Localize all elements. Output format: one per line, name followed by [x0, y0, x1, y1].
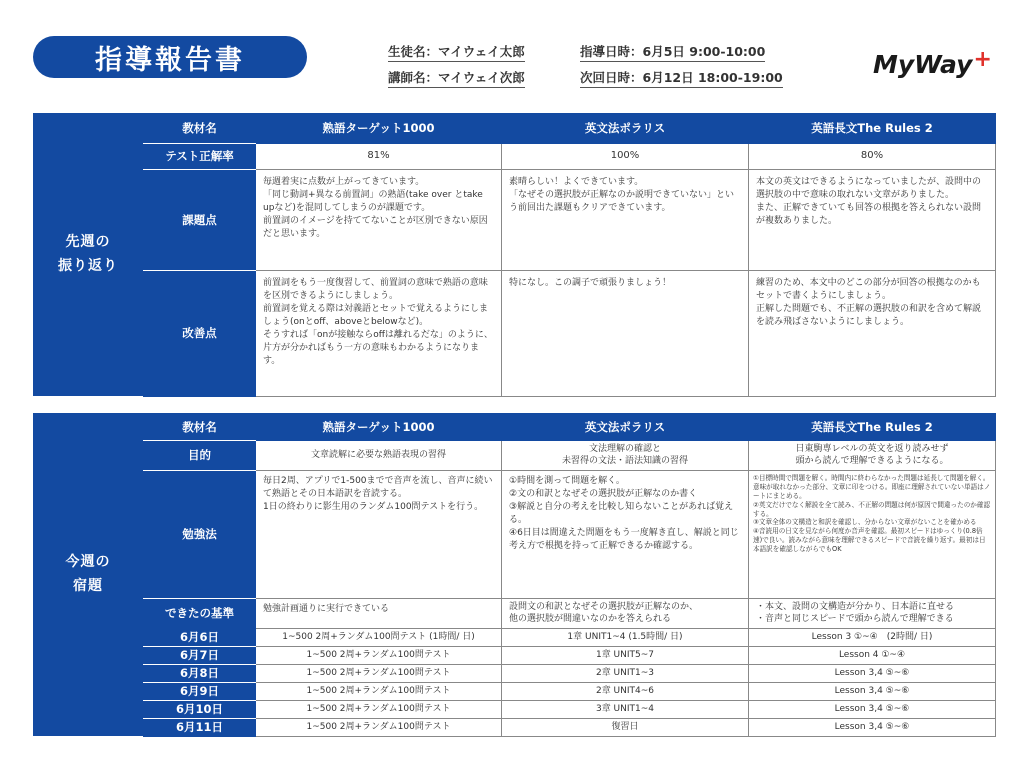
- schedule-target1000: 1~500 2周+ランダム100問テスト: [256, 701, 502, 719]
- issue-text: 本文の英文はできるようになっていましたが、設問中の選択肢の中で意味の取れない文章がありました。 また、正解できていても回答の根拠を答えられない設問が複数ありました。: [749, 170, 996, 271]
- purpose-text: 文章読解に必要な熟語表現の習得: [256, 441, 502, 471]
- last-week-table: [143, 113, 996, 397]
- material-row: [144, 114, 996, 144]
- row-header-material: 教材名: [144, 114, 256, 144]
- teacher-name: 講師名：マイウェイ次郎: [388, 68, 525, 88]
- last-week-review-section: [33, 113, 995, 396]
- schedule-rules2: Lesson 3 ①~④ (2時間/ 日): [749, 629, 996, 647]
- material-row: [144, 414, 996, 441]
- schedule-rules2: Lesson 4 ①~④: [749, 647, 996, 665]
- improvement-text: 特になし。この調子で頑張りましょう！: [502, 271, 749, 397]
- schedule-row: [144, 647, 996, 665]
- schedule-date: 6月10日: [144, 701, 256, 719]
- report-title: 指導報告書: [33, 36, 307, 78]
- material-name: 英文法ポラリス: [502, 114, 749, 144]
- score-value: 100%: [502, 144, 749, 170]
- lesson-datetime: 指導日時：6月5日 9:00-10:00: [580, 42, 765, 62]
- schedule-row: [144, 683, 996, 701]
- schedule-polaris: 2章 UNIT4~6: [502, 683, 749, 701]
- score-row: [144, 144, 996, 170]
- row-header-issues: 課題点: [144, 170, 256, 271]
- row-header-method: 勉強法: [144, 471, 256, 599]
- criteria-text: 勉強計画通りに実行できている: [256, 599, 502, 629]
- improvement-text: 前置詞をもう一度復習して、前置詞の意味で熟語の意味を区別できるようにしましょう。 前置詞を覚える際は対義語とセットで覚えるようにしましょう(onとoff、aboveとbelowなど)。 そうすれば「onが接触ならoffは離れるだな」のように、片方が分かればもう一方の意味もわかるようになります。: [256, 271, 502, 397]
- schedule-row: [144, 701, 996, 719]
- next-lesson-datetime: 次回日時：6月12日 18:00-19:00: [580, 68, 783, 88]
- purpose-row: [144, 441, 996, 471]
- schedule-row: [144, 719, 996, 737]
- row-header-material: 教材名: [144, 414, 256, 441]
- schedule-date: 6月11日: [144, 719, 256, 737]
- purpose-text: 日東駒専レベルの英文を返り読みせず 頭から読んで理解できるようになる。: [749, 441, 996, 471]
- criteria-text: ・本文、設問の文構造が分かり、日本語に直せる ・音声と同じスピードで頭から読んで理解できる: [749, 599, 996, 629]
- material-name: 熟語ターゲット1000: [256, 414, 502, 441]
- purpose-text: 文法理解の確認と 未習得の文法・語法知識の習得: [502, 441, 749, 471]
- this-week-homework-section: [33, 413, 995, 736]
- method-text: ①目標時間で問題を解く。時間内に終わらなかった問題は延長して問題を解く。意味が取れなかった部分、文章に印をつける。即座に理解されていない単語はノートにまとめる。 ②英文だけでなく解説を全て読み、不正解の問題は何が原因で間違ったのか確認する。 ③文章全体の文構造と和訳を確認し、分からない文章がないことを確かめる ④音読用の日文を見ながら何度か音声を確認。最初スピードはゆっくり(0.8倍速)で良い。読みながら意味を理解できるスピードで音読を繰り返す。最初は日本語訳を確認しながらでもOK: [749, 471, 996, 599]
- last-week-label: 先週の 振り返り: [33, 113, 143, 396]
- schedule-date: 6月8日: [144, 665, 256, 683]
- schedule-date: 6月6日: [144, 629, 256, 647]
- schedule-target1000: 1~500 2周+ランダム100問テスト: [256, 665, 502, 683]
- criteria-row: [144, 599, 996, 629]
- schedule-polaris: 2章 UNIT1~3: [502, 665, 749, 683]
- schedule-rules2: Lesson 3,4 ⑤~⑥: [749, 683, 996, 701]
- schedule-row: [144, 629, 996, 647]
- this-week-label: 今週の 宿題: [33, 413, 143, 736]
- myway-logo: [873, 47, 992, 79]
- schedule-table: [143, 628, 996, 737]
- schedule-target1000: 1~500 2周+ランダム100問テスト: [256, 719, 502, 737]
- row-header-improvements: 改善点: [144, 271, 256, 397]
- schedule-polaris: 1章 UNIT5~7: [502, 647, 749, 665]
- score-value: 80%: [749, 144, 996, 170]
- logo-text: MyWay: [873, 50, 973, 79]
- schedule-target1000: 1~500 2周+ランダム100問テスト (1時間/ 日): [256, 629, 502, 647]
- method-text: 毎日2周、アプリで1-500までで音声を流し、音声に続いて熟語とその日本語訳を音読する。 1日の終わりに影生用のランダム100問テストを行う。: [256, 471, 502, 599]
- improvements-row: [144, 271, 996, 397]
- criteria-text: 設問文の和訳となぜその選択肢が正解なのか、 他の選択肢が間違いなのかを答えられる: [502, 599, 749, 629]
- issues-row: [144, 170, 996, 271]
- row-header-score: テスト正解率: [144, 144, 256, 170]
- schedule-polaris: 3章 UNIT1~4: [502, 701, 749, 719]
- score-value: 81%: [256, 144, 502, 170]
- row-header-criteria: できたの基準: [144, 599, 256, 629]
- schedule-date: 6月9日: [144, 683, 256, 701]
- schedule-rules2: Lesson 3,4 ⑤~⑥: [749, 665, 996, 683]
- student-name: 生徒名：マイウェイ太郎: [388, 42, 525, 62]
- material-name: 英文法ポラリス: [502, 414, 749, 441]
- schedule-rules2: Lesson 3,4 ⑤~⑥: [749, 719, 996, 737]
- row-header-purpose: 目的: [144, 441, 256, 471]
- material-name: 英語長文The Rules 2: [749, 414, 996, 441]
- issue-text: 毎週着実に点数が上がってきています。 「同じ動詞+異なる前置詞」の熟語(take over とtake upなど)を混同してしまうのが課題です。 前置詞のイメージを持ててないことが区別できない原因だと思います。: [256, 170, 502, 271]
- improvement-text: 練習のため、本文中のどこの部分が回答の根拠なのかもセットで書くようにしましょう。 正解した問題でも、不正解の選択肢の和訳を含めて解説を読み飛ばさないようにしましょう。: [749, 271, 996, 397]
- method-row: [144, 471, 996, 599]
- material-name: 英語長文The Rules 2: [749, 114, 996, 144]
- schedule-target1000: 1~500 2周+ランダム100問テスト: [256, 683, 502, 701]
- this-week-table: [143, 413, 996, 629]
- schedule-date: 6月7日: [144, 647, 256, 665]
- method-text: ①時間を測って問題を解く。 ②文の和訳となぜその選択肢が正解なのか書く ③解説と自分の考えを比較し知らないことがあれば覚える。 ④6日目は間違えた問題をもう一度解き直し、解説と同じ考え方で根拠を持って正解できるか確認する。: [502, 471, 749, 599]
- logo-plus-icon: +: [973, 47, 992, 72]
- schedule-rules2: Lesson 3,4 ⑤~⑥: [749, 701, 996, 719]
- schedule-polaris: 復習日: [502, 719, 749, 737]
- schedule-polaris: 1章 UNIT1~4 (1.5時間/ 日): [502, 629, 749, 647]
- material-name: 熟語ターゲット1000: [256, 114, 502, 144]
- schedule-target1000: 1~500 2周+ランダム100問テスト: [256, 647, 502, 665]
- schedule-row: [144, 665, 996, 683]
- issue-text: 素晴らしい！よくできています。 「なぜその選択肢が正解なのか説明できていない」という前回出た課題もクリアできています。: [502, 170, 749, 271]
